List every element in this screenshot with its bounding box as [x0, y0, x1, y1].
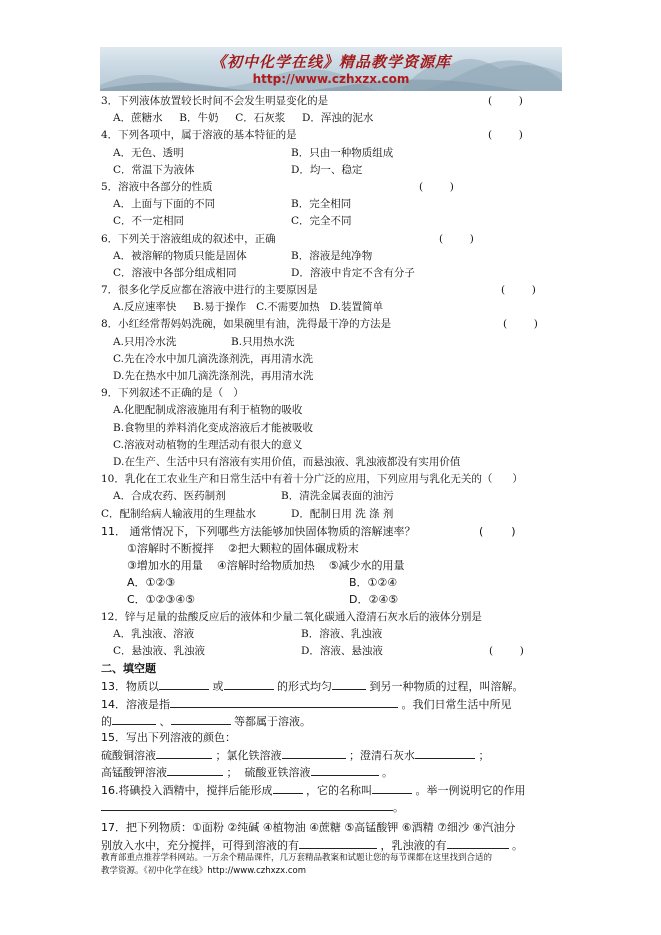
- q5-options-ab: A．上面与下面的不同 B．完全相同: [113, 198, 352, 211]
- q9-option-c: C.溶液对动植物的生理活动有很大的意义: [113, 438, 303, 451]
- q14-line-1: 14．溶液是指 。我们日常生活中所见: [101, 695, 561, 712]
- q12-options-ab: A．乳浊液、溶液 B．溶液、乳浊液: [113, 627, 383, 640]
- q16-line-1: 16.将碘投入酒精中，搅拌后能形成 ，它的名称叫 。举一例说明它的作用: [101, 781, 561, 798]
- q10-stem: 10．乳化在工农业生产和日常生活中有着十分广泛的应用，下列应用与乳化无关的（ ）: [101, 473, 523, 486]
- q7-options: A.反应速率快 B.易于操作 C.不需要加热 D.装置简单: [113, 301, 384, 314]
- q7-stem: 7．很多化学反应都在溶液中进行的主要原因是 ( ): [101, 284, 536, 297]
- q12-options-cd: C．悬浊液、乳浊液 D．溶液、悬浊液 ( ): [113, 645, 524, 657]
- q5-options-cd: C．不一定相同 C．完全不同: [113, 215, 352, 228]
- q15-line-2: 高锰酸钾溶液 ； 硫酸亚铁溶液 。: [101, 763, 561, 780]
- q8-option-c: C.先在冷水中加几滴洗涤剂洗，再用清水洗: [113, 352, 313, 365]
- q5-stem: 5．溶液中各部分的性质 ( ): [101, 180, 454, 193]
- q9-option-b: B.食物里的养料消化变成溶液后才能被吸收: [113, 421, 314, 434]
- q6-options-ab: A．被溶解的物质只能是固体 B．溶液是纯净物: [113, 249, 373, 262]
- page-footer: [101, 852, 571, 878]
- q10-options-cd: C．配制给病人输液用的生理盐水 D．配制日用 洗 涤 剂: [101, 507, 394, 520]
- q11-stem: 11． 通常情况下，下列哪些方法能够加快固体物质的溶解速率？ ( ): [101, 524, 516, 538]
- q9-option-d: D.在生产、生活中只有溶液有实用价值，而悬浊液、乳浊液都没有实用价值: [113, 455, 461, 468]
- q8-stem: 8．小红经常帮妈妈洗碗，如果碗里有油，洗得最干净的方法是 ( ): [101, 318, 538, 331]
- q15-line-1: 硫酸铜溶液 ；氯化铁溶液 ；澄清石灰水 ；: [101, 746, 561, 763]
- q11-line-2: ③增加水的用量 ④溶解时给物质加热 ⑤减少水的用量: [127, 559, 405, 573]
- q9-option-a: A.化肥配制成溶液施用有利于植物的吸收: [113, 404, 303, 417]
- q3-options: A．蔗糖水 B．牛奶 C．石灰浆 D．浑浊的泥水: [113, 112, 374, 125]
- q4-options-ab: A．无色、透明 B．只由一种物质组成: [113, 146, 394, 159]
- q6-options-cd: C．溶液中各部分组成相同 D．溶液中肯定不含有分子: [113, 266, 415, 279]
- footer-line-2: 教学资源。《初中化学在线》http://www.czhxzx.com: [101, 866, 306, 876]
- q9-stem: 9．下列叙述不正确的是（ ）: [101, 387, 244, 400]
- q13: 13．物质以 或 的形式均匀 到另一种物质的过程，叫溶解。: [101, 677, 561, 694]
- q10-options-ab: A．合成农药、医药制剂 B．清洗金属表面的油污: [113, 490, 394, 503]
- worksheet-body: [101, 93, 561, 853]
- header-banner: [100, 47, 562, 91]
- q11-line-1: ①溶解时不断搅拌 ②把大颗粒的固体碾成粉末: [127, 541, 359, 555]
- q11-options-cd: C．①②③④⑤ D．②④⑤: [127, 593, 399, 607]
- q16-line-2: 。: [101, 798, 561, 815]
- q8-option-d: D.先在热水中加几滴洗涤剂洗，再用清水洗: [113, 370, 314, 382]
- banner-title: 《初中化学在线》精品教学资源库: [210, 53, 451, 71]
- q14-line-2: 的 、 等都属于溶液。: [101, 712, 561, 729]
- q17-line-2: 别放入水中，充分搅拌，可得到溶液的有 ，乳浊液的有 。: [101, 836, 561, 853]
- q17-line-1: 17．把下列物质：①面粉 ②纯碱 ④植物油 ④蔗糖 ⑤高锰酸钾 ⑥酒精 ⑦细沙 ⑧汽油分: [101, 820, 516, 834]
- q4-stem: 4．下列各项中，属于溶液的基本特征的是 ( ): [101, 129, 523, 142]
- q4-options-cd: C．常温下为液体 D．均一、稳定: [113, 163, 363, 176]
- q6-stem: 6．下列关于溶液组成的叙述中，正确 ( ): [101, 232, 474, 245]
- q3-stem: 3．下列液体放置较长时间不会发生明显变化的是 ( ): [101, 95, 523, 107]
- q11-options-ab: A．①②③ B．①②④: [127, 576, 398, 590]
- q15-stem: 15．写出下列溶液的颜色：: [101, 730, 236, 744]
- footer-line-1: 教育部重点推荐学科网站。一万余个精品课件，几万套精品教案和试题让您的每节课都在这里找到合适的: [101, 853, 493, 863]
- fill-section-heading: 二、填空题: [101, 662, 156, 676]
- q8-options-ab: A.只用冷水洗 B.只用热水洗: [113, 335, 295, 348]
- banner-url[interactable]: http://www.czhxzx.com: [252, 72, 410, 86]
- q12-stem: 12．锌与足量的盐酸反应后的液体和少量二氧化碳通入澄清石灰水后的液体分别是: [101, 610, 482, 623]
